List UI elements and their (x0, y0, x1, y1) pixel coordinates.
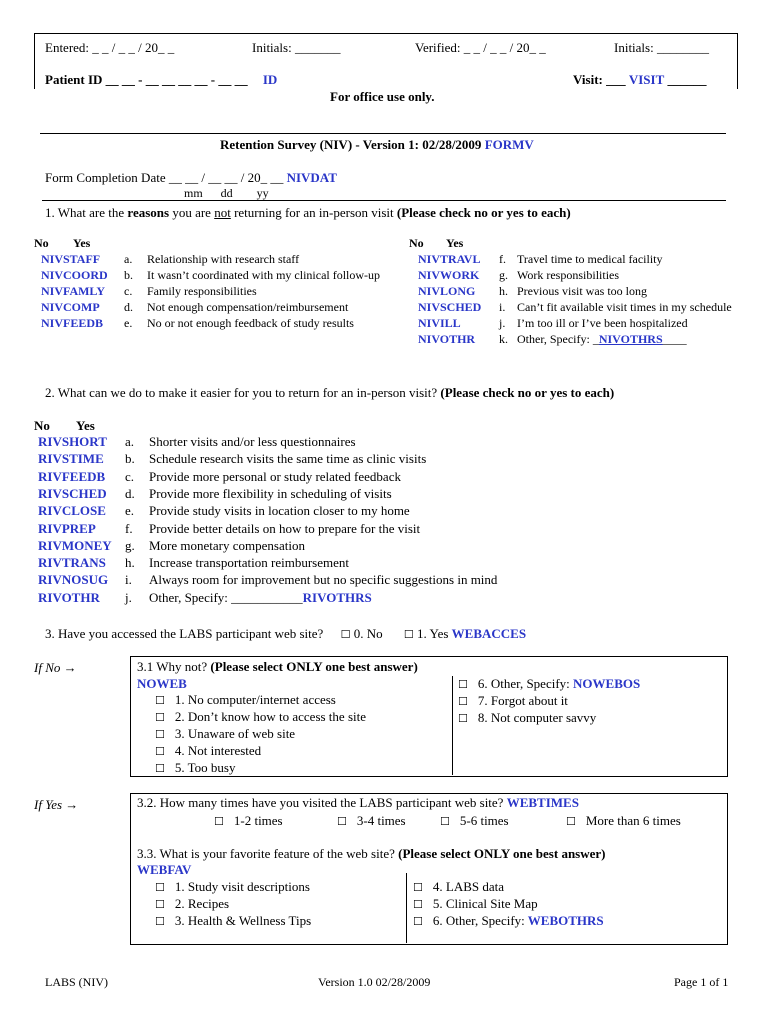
if-yes-label: If Yes → (34, 797, 79, 812)
q2-instruction: (Please check no or yes to each) (440, 385, 615, 400)
q32-option (566, 813, 681, 829)
q33-text: 3.3. What is your favorite feature of the web site? (137, 846, 399, 861)
q33-option-label: 5. Clinical Site Map (432, 896, 538, 911)
q2-other-code: RIVOTHRS (302, 589, 372, 605)
q2-item-letter: c. (125, 468, 135, 484)
q31-option (458, 710, 596, 726)
q1-item-text: Other, Specify: _NIVOTHRS____ (517, 332, 687, 346)
q2-item-text: Always room for improvement but no specific suggestions in mind (149, 572, 498, 588)
q1-no-header: No (34, 236, 49, 250)
q1-underline: not (214, 205, 231, 220)
q3-code: WEBACCES (451, 626, 527, 641)
q33-option-label: 3. Health & Wellness Tips (174, 913, 312, 928)
checkbox-icon[interactable]: ☐ (155, 762, 165, 775)
divider (40, 133, 726, 134)
q1-other-code: NIVOTHRS (598, 332, 663, 346)
q2-item-code[interactable]: RIVMONEY (38, 537, 112, 553)
q33-option-label: 2. Recipes (174, 896, 230, 911)
q2-item-code[interactable]: RIVNOSUG (38, 572, 109, 588)
verified-field: Verified: _ _ / _ _ / 20_ _ (415, 40, 546, 55)
q33-question (137, 846, 605, 862)
q31-option-other-code: NOWEBOS (569, 676, 641, 691)
q2-question (45, 385, 614, 401)
q1-item-code[interactable]: NIVFAMLY (41, 284, 106, 298)
form-version-code: FORMV (484, 137, 534, 152)
q31-option (155, 709, 366, 725)
initials-field-2: Initials: ________ (614, 40, 709, 55)
q31-option-label: 3. Unaware of web site (174, 726, 296, 741)
q1-item-letter: e. (124, 316, 133, 330)
q1-item-letter: k. (499, 332, 508, 346)
q31-option-label: 5. Too busy (174, 760, 236, 775)
q1-item-text: Not enough compensation/reimbursement (147, 300, 349, 314)
footer-left: LABS (NIV) (45, 975, 108, 989)
q1-item-code[interactable]: NIVLONG (418, 284, 476, 298)
q32-question (137, 795, 579, 811)
q1-item-code[interactable]: NIVSTAFF (41, 252, 101, 266)
visit-field (573, 72, 707, 88)
visit-label: Visit: ___ (573, 72, 626, 87)
q1-item-letter: a. (124, 252, 133, 266)
checkbox-icon[interactable]: ☐ (155, 711, 165, 724)
q33-option (413, 879, 504, 895)
date-sublabels: mm dd yy (184, 186, 269, 200)
patient-id-field (45, 72, 277, 88)
if-no-label: If No → (34, 660, 77, 675)
q31-option-label: 7. Forgot about it (477, 693, 568, 708)
entered-field: Entered: _ _ / _ _ / 20_ _ (45, 40, 175, 55)
q1-item-text: Previous visit was too long (517, 284, 648, 298)
checkbox-icon[interactable]: ☐ (155, 898, 165, 911)
checkbox-icon[interactable]: ☐ (440, 815, 450, 828)
q2-item-text: Provide study visits in location closer to my home (149, 503, 410, 519)
q31-question (137, 659, 418, 675)
q1-item-letter: c. (124, 284, 133, 298)
checkbox-icon[interactable]: ☐ (413, 915, 423, 928)
q3-opt-no: 0. No (353, 626, 383, 641)
q33-option-label: 1. Study visit descriptions (174, 879, 310, 894)
q1-item-letter: f. (499, 252, 506, 266)
q1-item-text: It wasn’t coordinated with my clinical follow-up (147, 268, 381, 282)
q1-item-text: Travel time to medical facility (517, 252, 663, 266)
q1-item-code[interactable]: NIVCOMP (41, 300, 100, 314)
checkbox-icon[interactable]: ☐ (458, 695, 468, 708)
q31-option (458, 676, 640, 692)
q31-option (155, 726, 295, 742)
q2-item-text: Other, Specify: ___________RIVOTHRS (149, 589, 372, 605)
checkbox-icon[interactable]: ☐ (337, 815, 347, 828)
q33-option (413, 896, 538, 912)
patient-id-code: ID (262, 72, 278, 87)
q1-text: you are (169, 205, 215, 220)
q32-option (337, 813, 406, 829)
q31-option-label: 8. Not computer savvy (477, 710, 597, 725)
q2-item-letter: f. (125, 520, 133, 536)
checkbox-icon[interactable]: ☐ (458, 678, 468, 691)
checkbox-icon[interactable]: ☐ (155, 915, 165, 928)
q1-instruction: (Please check no or yes to each) (396, 205, 571, 220)
q32-option (214, 813, 283, 829)
q1-yes-header: Yes (446, 236, 464, 250)
q2-item-letter: b. (125, 451, 135, 467)
q1-item-text: I’m too ill or I’ve been hospitalized (517, 316, 688, 330)
q2-item-code[interactable]: RIVPREP (38, 520, 96, 536)
q31-option (155, 692, 336, 708)
q1-no-header: No (409, 236, 424, 250)
checkbox-icon[interactable]: ☐ (155, 745, 165, 758)
visit-code: VISIT (628, 72, 665, 87)
q1-item-text: Work responsibilities (517, 268, 620, 282)
visit-tail: ______ (667, 72, 707, 87)
office-use-note: For office use only. (330, 89, 435, 104)
q1-item-letter: b. (124, 268, 133, 282)
q1-item-text: Family responsibilities (147, 284, 257, 298)
q33-instruction: (Please select ONLY one best answer) (398, 846, 606, 861)
q2-item-text: Increase transportation reimbursement (149, 555, 349, 571)
completion-date-field (45, 170, 337, 186)
completion-date-label: Form Completion Date __ __ / __ __ / 20_ __ (45, 170, 284, 185)
q31-option (458, 693, 568, 709)
q2-yes-header: Yes (76, 418, 95, 433)
q1-item-code[interactable]: NIVWORK (418, 268, 480, 282)
checkbox-icon[interactable]: ☐ (403, 628, 414, 641)
q33-option (155, 913, 311, 929)
q32-text: 3.2. How many times have you visited the LABS participant web site? (137, 795, 504, 810)
q1-emph: reasons (127, 205, 170, 220)
initials-field-1: Initials: _______ (252, 40, 341, 55)
q2-item-letter: e. (125, 503, 135, 519)
checkbox-icon[interactable]: ☐ (155, 694, 165, 707)
q2-item-letter: a. (125, 434, 135, 449)
q31-option (155, 760, 235, 776)
q33-divider (406, 873, 407, 943)
checkbox-icon[interactable]: ☐ (155, 881, 165, 894)
form-title (220, 137, 534, 153)
q2-item-code[interactable]: RIVTRANS (38, 555, 106, 571)
q2-item-text: Schedule research visits the same time as clinic visits (149, 451, 427, 467)
q1-item-code[interactable]: NIVCOORD (41, 268, 108, 282)
footer-page: Page 1 of 1 (674, 975, 729, 989)
q33-option (155, 896, 229, 912)
q33-option (413, 913, 604, 929)
footer-version: Version 1.0 02/28/2009 (318, 975, 431, 989)
checkbox-icon[interactable]: ☐ (566, 815, 576, 828)
q2-item-code[interactable]: RIVCLOSE (38, 503, 106, 519)
patient-id-label: Patient ID __ __ - __ __ __ __ - __ __ (45, 72, 248, 87)
checkbox-icon[interactable]: ☐ (413, 881, 423, 894)
q33-option (155, 879, 310, 895)
q31-option-label: 4. Not interested (174, 743, 262, 758)
q1-item-text: Relationship with research staff (147, 252, 300, 266)
q32-option (440, 813, 509, 829)
q1-item-code[interactable]: NIVILL (418, 316, 461, 330)
q32-option-label: More than 6 times (585, 813, 681, 828)
q2-item-letter: g. (125, 537, 135, 553)
q1-yes-header: Yes (73, 236, 91, 250)
q2-item-letter: j. (125, 589, 132, 605)
q1-item-text: Can’t fit available visit times in my schedule (517, 300, 732, 314)
q33-option-label: 4. LABS data (432, 879, 505, 894)
q3-text: 3. Have you accessed the LABS participant web site? (45, 626, 324, 641)
q2-item-text: Provide better details on how to prepare for the visit (149, 520, 421, 536)
q2-item-letter: h. (125, 555, 135, 571)
q2-item-letter: d. (125, 485, 135, 501)
q2-item-code[interactable]: RIVSHORT (38, 434, 107, 449)
q1-text: 1. What are the (45, 205, 128, 220)
q1-other-tail: ____ (662, 332, 687, 346)
q3-opt-yes: 1. Yes (416, 626, 449, 641)
q1-item-code[interactable]: NIVOTHR (418, 332, 476, 346)
q32-option-label: 1-2 times (233, 813, 283, 828)
q31-option-label: 2. Don’t know how to access the site (174, 709, 366, 724)
q33-option-other-code: WEBOTHRS (524, 913, 604, 928)
completion-date-code: NIVDAT (286, 170, 337, 185)
q2-item-code[interactable]: RIVOTHR (38, 589, 100, 605)
q31-option-label: 1. No computer/internet access (174, 692, 336, 707)
q2-text: 2. What can we do to make it easier for you to return for an in-person visit? (45, 385, 441, 400)
q1-item-text: No or not enough feedback of study results (147, 316, 354, 330)
divider (42, 200, 726, 201)
q1-item-letter: d. (124, 300, 133, 314)
q1-item-code[interactable]: NIVFEEDB (41, 316, 104, 330)
q1-item-letter: g. (499, 268, 508, 282)
q1-text: returning for an in-person visit (230, 205, 397, 220)
q3-question (45, 626, 526, 642)
q31-option-label: 6. Other, Specify: (477, 676, 570, 691)
q31-option (155, 743, 261, 759)
checkbox-icon[interactable]: ☐ (413, 898, 423, 911)
q1-item-code[interactable]: NIVTRAVL (418, 252, 481, 266)
q1-item-code[interactable]: NIVSCHED (418, 300, 482, 314)
q31-code: NOWEB (137, 676, 187, 691)
checkbox-icon[interactable]: ☐ (214, 815, 224, 828)
q31-divider (452, 676, 453, 775)
q31-text: 3.1 Why not? (137, 659, 211, 674)
q2-item-text: More monetary compensation (149, 537, 305, 553)
q2-item-letter: i. (125, 572, 132, 588)
q1-item-letter: h. (499, 284, 508, 298)
q2-item-code[interactable]: RIVFEEDB (38, 468, 106, 484)
q33-option-label: 6. Other, Specify: (432, 913, 525, 928)
q32-code: WEBTIMES (506, 795, 579, 810)
q33-code: WEBFAV (137, 862, 192, 877)
q1-item-letter: j. (499, 316, 506, 330)
form-title-text: Retention Survey (NIV) - Version 1: 02/28/2009 (220, 137, 482, 152)
checkbox-icon[interactable]: ☐ (458, 712, 468, 725)
q32-option-label: 3-4 times (356, 813, 406, 828)
checkbox-icon[interactable]: ☐ (155, 728, 165, 741)
q2-item-code[interactable]: RIVSTIME (38, 451, 104, 467)
checkbox-icon[interactable]: ☐ (340, 628, 351, 641)
q2-item-code[interactable]: RIVSCHED (38, 485, 107, 501)
q2-item-text: Provide more flexibility in scheduling of visits (149, 485, 392, 501)
q1-question (45, 205, 571, 221)
q31-instruction: (Please select ONLY one best answer) (210, 659, 418, 674)
q2-item-text: Shorter visits and/or less questionnaires (149, 434, 356, 449)
q2-item-text: Provide more personal or study related feedback (149, 468, 401, 484)
q2-no-header: No (34, 418, 50, 433)
q1-item-letter: i. (499, 300, 506, 314)
q32-option-label: 5-6 times (459, 813, 509, 828)
